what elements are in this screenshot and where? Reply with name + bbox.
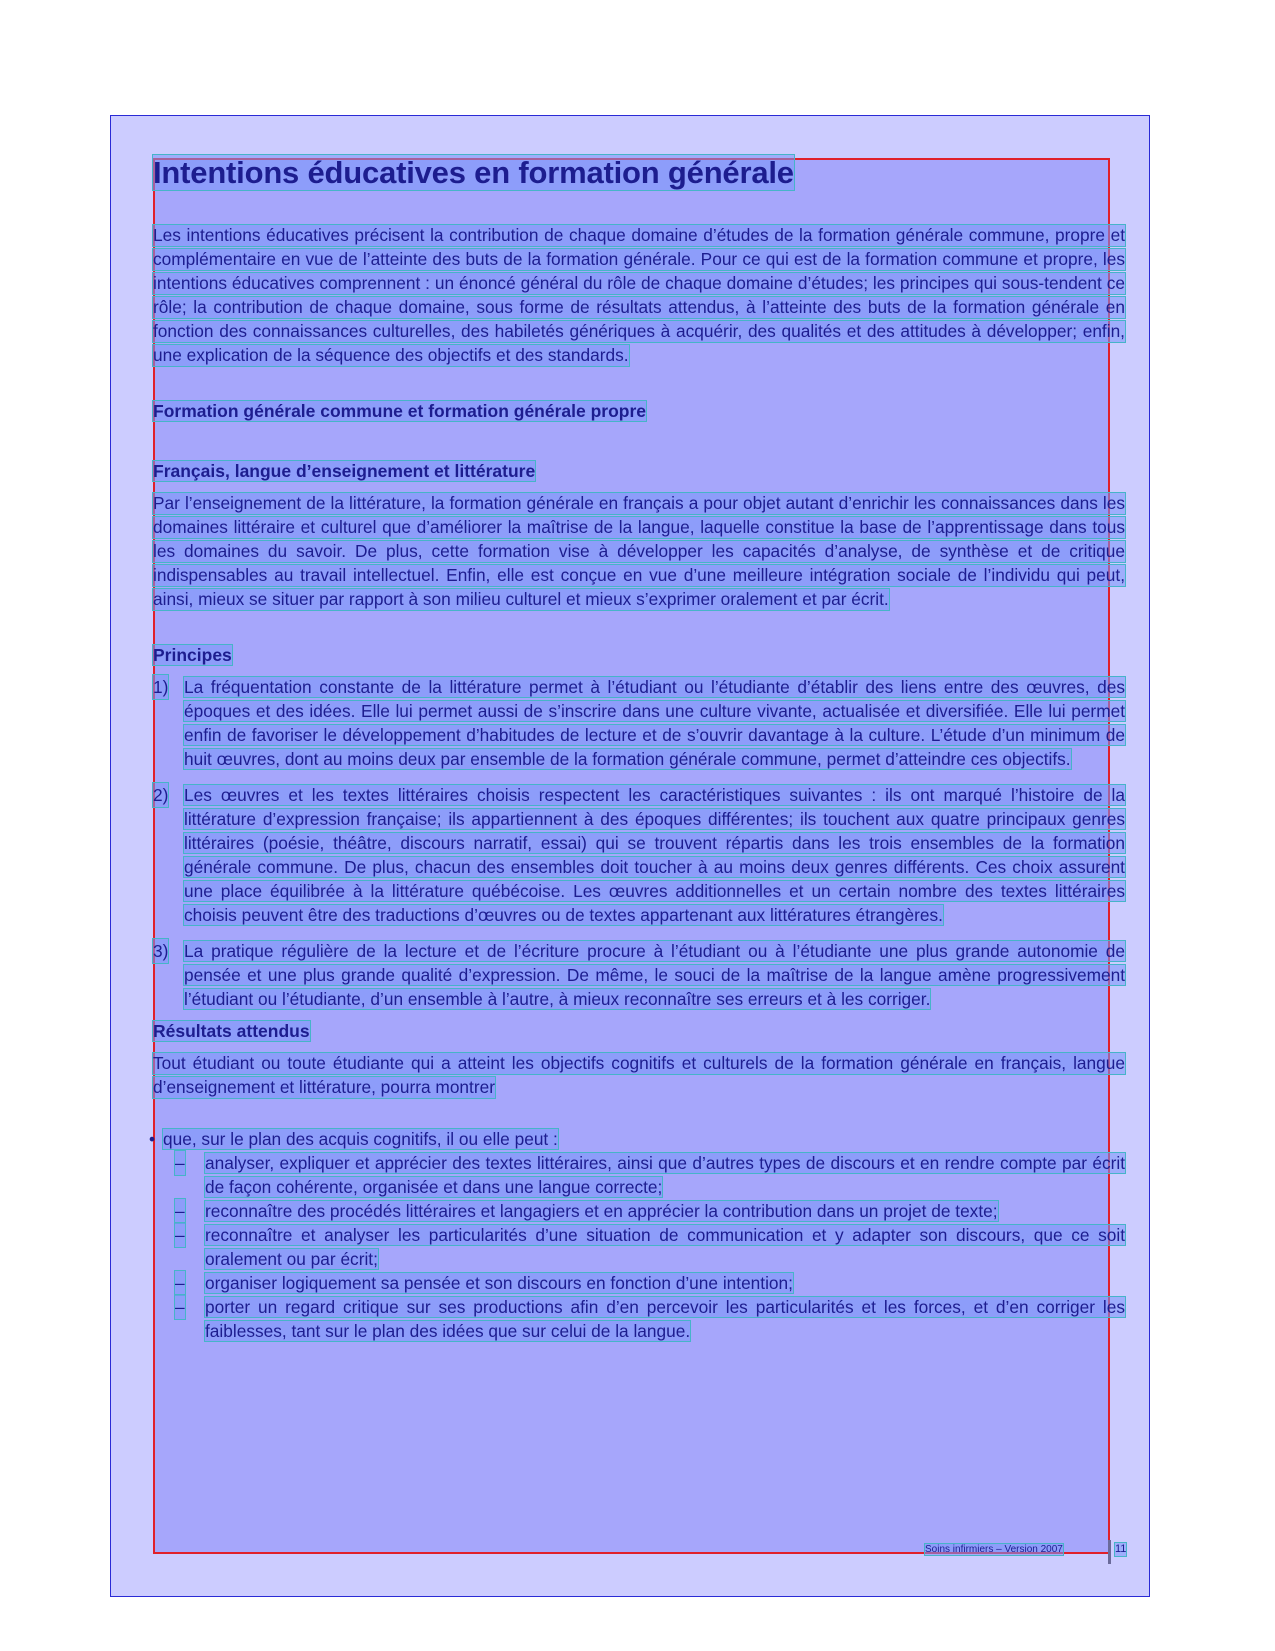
results-bullet-item (149, 1127, 1125, 1151)
results-sub-text: organiser logiquement sa pensée et son discours en fonction d’une intention; (205, 1273, 793, 1293)
intro-paragraph (153, 223, 1125, 367)
results-sub-text: reconnaître des procédés littéraires et langagiers et en apprécier la contribution dans un projet de texte; (205, 1201, 998, 1221)
principle-text: La fréquentation constante de la littérature permet à l’étudiant ou l’étudiante d’établir des liens entre des œuvres, des époques et des idées. Elle lui permet aussi de s’inscrire dans une culture vivante, actualisée et diversifiée. Elle lui permet enfin de favoriser le développement d’habitudes de lecture et de s’ouvrir davantage à la culture. L’étude d’un minimum de huit œuvres, dont au moins deux par ensemble de la formation générale commune, permet d’atteindre ces objectifs. (184, 677, 1125, 769)
results-bullet-list (149, 1127, 1125, 1151)
results-sub-text: analyser, expliquer et apprécier des textes littéraires, ainsi que d’autres types de discours et en rendre compte par écrit de façon cohérente, organisée et dans une langue correcte; (205, 1153, 1125, 1197)
principles-heading (153, 643, 1125, 667)
dash-marker: – (175, 1225, 185, 1245)
footer-text: Soins infirmiers – Version 2007 (925, 1544, 1063, 1555)
results-sub-text: reconnaître et analyser les particularités d’une situation de communication et y adapter son discours, que ce soit oralement ou par écrit; (205, 1225, 1125, 1269)
intro-text: Les intentions éducatives précisent la contribution de chaque domaine d’études de la formation générale commune, propre et complémentaire en vue de l’atteinte des buts de la formation générale. Pour ce qui est de la formation commune et propre, les intentions éducatives comprennent : un énoncé général du rôle de chaque domaine d’études; les principes qui sous-tendent ce rôle; la contribution de chaque domaine, sous forme de résultats attendus, à l’atteinte des buts de la formation générale en fonction des connaissances culturelles, des habiletés génériques à acquérir, des qualités et des attitudes à développer; enfin, une explication de la séquence des objectifs et des standards. (153, 225, 1125, 365)
page-title (153, 155, 1125, 191)
page-title-text: Intentions éducatives en formation générale (153, 155, 794, 190)
results-sub-item (153, 1271, 1125, 1295)
subsection-paragraph (153, 491, 1125, 611)
section-heading-text: Formation générale commune et formation générale propre (153, 401, 647, 421)
results-sub-item (153, 1151, 1125, 1199)
principles-heading-text: Principes (153, 645, 232, 665)
results-intro-text: Tout étudiant ou toute étudiante qui a atteint les objectifs cognitifs et culturels de la formation générale en français, langue d’enseignement et littérature, pourra montrer (153, 1053, 1125, 1097)
page-number: 11 (1115, 1543, 1127, 1555)
results-sub-item (153, 1223, 1125, 1271)
dash-marker: – (175, 1153, 185, 1173)
results-heading-text: Résultats attendus (153, 1021, 310, 1041)
subsection-heading-text: Français, langue d’enseignement et littérature (153, 461, 536, 481)
dash-marker: – (175, 1273, 185, 1293)
results-sub-item (153, 1295, 1125, 1343)
principle-text: La pratique régulière de la lecture et de l’écriture procure à l’étudiant ou à l’étudiante une plus grande autonomie de pensée et une plus grande qualité d’expression. De même, le souci de la maîtrise de la langue amène progressivement l’étudiant ou l’étudiante, d’un ensemble à l’autre, à mieux reconnaître ses erreurs et à les corriger. (184, 941, 1125, 1009)
results-heading (153, 1019, 1125, 1043)
principle-item (153, 675, 1125, 771)
section-heading (153, 399, 1125, 423)
document-content (149, 155, 1125, 1343)
bullet-marker: • (149, 1129, 156, 1149)
principles-list (153, 675, 1125, 1011)
results-sub-text: porter un regard critique sur ses productions afin d’en percevoir les particularités et les forces, et d’en corriger les faiblesses, tant sur le plan des idées que sur celui de la langue. (205, 1297, 1125, 1341)
page-footer (925, 1543, 1127, 1556)
principle-number: 1) (153, 677, 169, 697)
results-intro-paragraph (153, 1051, 1125, 1099)
footer-divider (1108, 1540, 1111, 1564)
dash-marker: – (175, 1201, 185, 1221)
subsection-text: Par l’enseignement de la littérature, la formation générale en français a pour objet autant d’enrichir les connaissances dans les domaines littéraire et culturel que d’améliorer la maîtrise de la langue, laquelle constitue la base de l’apprentissage dans tous les domaines du savoir. De plus, cette formation vise à développer les capacités d’analyse, de synthèse et de critique indispensables au travail intellectuel. Enfin, elle est conçue en vue d’une meilleure intégration sociale de l’individu qui peut, ainsi, mieux se situer par rapport à son milieu culturel et mieux s’exprimer oralement et par écrit. (153, 493, 1125, 609)
principle-item (153, 939, 1125, 1011)
results-bullet-text: que, sur le plan des acquis cognitifs, il ou elle peut : (163, 1129, 558, 1149)
principle-item (153, 783, 1125, 927)
results-sub-item (153, 1199, 1125, 1223)
principle-number: 2) (153, 785, 169, 805)
principle-number: 3) (153, 941, 169, 961)
dash-marker: – (175, 1297, 185, 1317)
results-sub-list (153, 1151, 1125, 1343)
subsection-heading (153, 459, 1125, 483)
principle-text: Les œuvres et les textes littéraires choisis respectent les caractéristiques suivantes : ils ont marqué l’histoire de la littérature d’expression française; ils appartiennent à des époques différentes; ils touchent aux quatre principaux genres littéraires (poésie, théâtre, discours narratif, essai) qui se trouvent répartis dans les trois ensembles de la formation générale commune. De plus, chacun des ensembles doit toucher à au moins deux genres différents. Ces choix assurent une place équilibrée à la littérature québécoise. Les œuvres additionnelles et un certain nombre des textes littéraires choisis peuvent être des traductions d’œuvres ou de textes appartenant aux littératures étrangères. (184, 785, 1125, 925)
